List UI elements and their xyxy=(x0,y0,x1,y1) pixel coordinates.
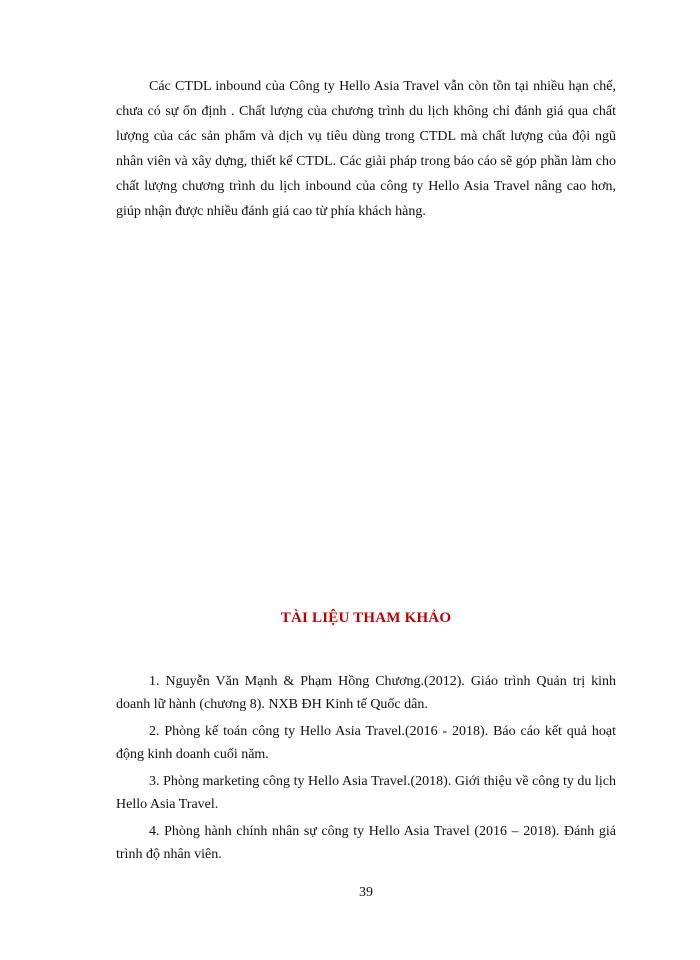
reference-item-1: 1. Nguyễn Văn Mạnh & Phạm Hồng Chương.(2012). Giáo trình Quản trị kinh doanh lữ hành (chương 8). NXB ĐH Kinh tế Quốc dân. xyxy=(116,674,616,712)
page-number: 39 xyxy=(359,885,373,900)
references-heading: TÀI LIỆU THAM KHẢO xyxy=(280,610,452,626)
reference-item-2: 2. Phòng kế toán công ty Hello Asia Travel.(2016 - 2018). Báo cáo kết quả hoạt động kinh doanh cuối năm. xyxy=(116,724,616,762)
references-list xyxy=(116,670,616,870)
reference-item-3: 3. Phòng marketing công ty Hello Asia Travel.(2018). Giới thiệu về công ty du lịch Hello Asia Travel. xyxy=(116,774,616,812)
body-paragraph: Các CTDL inbound của Công ty Hello Asia Travel vẫn còn tồn tại nhiều hạn chế, chưa có sự ổn định . Chất lượng của chương trình du lịch không chỉ đánh giá qua chất lượng của các sản phẩm và dịch vụ tiêu dùng trong CTDL mà chất lượng của đội ngũ nhân viên và xây dựng, thiết kế CTDL. Các giải pháp trong báo cáo sẽ góp phần làm cho chất lượng chương trình du lịch inbound của công ty Hello Asia Travel nâng cao hơn, giúp nhận được nhiều đánh giá cao từ phía khách hàng. xyxy=(116,79,616,219)
reference-item-4: 4. Phòng hành chính nhân sự công ty Hello Asia Travel (2016 – 2018). Đánh giá trình độ nhân viên. xyxy=(116,824,616,862)
